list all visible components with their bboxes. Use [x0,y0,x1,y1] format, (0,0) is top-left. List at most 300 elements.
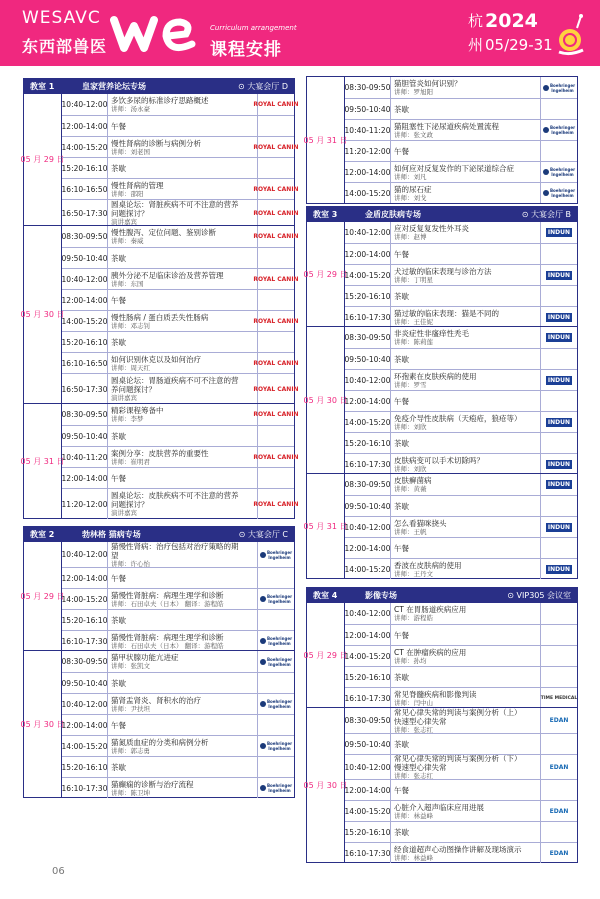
time-slot: 09:50-10:40 [345,496,391,516]
time-slot: 14:00-15:20 [62,736,108,756]
sponsor-logo [541,801,577,821]
boehringer-logo: Boehringer Ingelheim [266,783,293,793]
schedule-row [62,542,294,567]
sponsor-logo [253,200,299,226]
time-slot: 10:40-12:00 [62,694,108,714]
time-slot: 12:00-14:00 [62,715,108,735]
boehringer-logo: Boehringer Ingelheim [266,699,293,709]
session-speaker: 讲师：东国 [111,279,144,288]
sponsor-logo [541,370,577,390]
session-topic: 多饮多尿的标准诊疗思路概述 [111,96,209,105]
sponsor-logo [253,137,299,157]
schedule-row [345,98,577,119]
session-topic-cont: 慢速型心律失常 [394,763,447,772]
schedule-row [345,453,577,474]
session-topic: 猫氮质血症的分类和病例分析 [111,737,209,747]
time-slot: 10:40-11:20 [345,120,391,140]
session-topic: 猫慢性肾脏病：病理生理学和诊断 [111,590,224,600]
boehringer-logo: Boehringer Ingelheim [549,188,576,198]
session-topic: 猫慢性肾脏病：病理生理学和诊断 [111,632,224,642]
date-cell: 05 月 29 日 [24,94,62,225]
session-speaker: 讲师：郭志勇 [111,746,150,755]
day-block [303,77,577,203]
session-content [391,801,541,821]
royal-canin-logo: ROYAL CANIN [253,233,299,240]
date-cell: 05 月 30 日 [24,651,62,797]
session-topic-cont: 养问题探讨？ [111,385,156,394]
section-venue [239,529,288,540]
time-slot: 16:10-17:30 [62,631,108,651]
session-content [108,736,258,756]
session-speaker: 讲师：邓志钊 [111,321,150,330]
sponsor-logo [541,474,577,495]
session-speaker: 讲师：许心怡 [111,559,150,567]
session-content [391,265,541,285]
boehringer-icon [543,85,549,91]
time-slot: 08:30-09:50 [345,474,391,495]
sponsor-logo [541,77,577,98]
session-content [108,489,258,519]
section-header [307,207,577,221]
schedule-row [345,77,577,98]
schedule-row [345,243,577,264]
session-topic: 皮肤病变可以手术切除吗？ [394,455,484,465]
sponsor-logo [253,374,299,404]
time-slot: 09:50-10:40 [62,673,108,693]
sponsor-logo [258,651,294,672]
session-topic: 午餐 [394,396,409,406]
session-speaker: 讲师：崔明君 [111,457,150,466]
session-content [108,568,258,588]
time-slot: 12:00-14:00 [62,116,108,136]
session-speaker: 讲师：石田卓夫（日本） 翻译：游程皓 [111,599,224,608]
session-content [391,603,541,624]
session-content [391,307,541,327]
schedule-row [345,558,577,579]
section-title: 金盾皮肤病专场 [365,210,421,219]
session-topic: 猫肾盂肾炎、肾积水的治疗 [111,695,201,705]
session-topic: 慢性腹泻、定位问题、鉴别诊断 [111,228,216,237]
date-cell: 05 月 29 日 [24,542,62,650]
sponsor-logo [253,489,299,519]
time-slot: 14:00-15:20 [62,311,108,331]
time-slot: 12:00-14:00 [345,780,391,800]
sponsor-logo [541,454,577,474]
boehringer-logo: Boehringer Ingelheim [549,82,576,93]
session-topic: 免疫介导性皮肤病（天疱疮，狼疮等） [394,413,522,423]
indun-logo: INDUN [547,523,571,531]
schedule-row [62,247,294,268]
day-rows [345,77,577,203]
session-content [391,141,541,161]
time-slot: 15:20-16:10 [345,286,391,306]
schedule-row [345,779,577,800]
session-content [391,244,541,264]
royal-canin-logo: ROYAL CANIN [253,185,299,193]
schedule-row [61,178,299,199]
session-topic: 猫癫痫的诊断与治疗流程 [111,779,194,789]
session-topic: 胰外分泌不足临床诊治及营养管理 [111,270,224,280]
session-topic: 如何应对反复发作的下泌尿道综合症 [394,163,514,173]
session-speaker: 讲师：邵阳 [111,189,144,198]
schedule-row [345,800,577,821]
schedule-row [345,222,577,243]
time-slot: 10:40-11:20 [62,447,108,467]
event-dates: 05/29-31 [485,36,553,54]
time-slot: 10:40-12:00 [62,94,108,115]
schedule-row [62,756,294,777]
wesavc-logo: WESAVC [22,8,101,28]
session-content [391,412,541,432]
edan-logo: EDAN [549,849,569,857]
time-slot: 14:00-15:20 [62,137,108,157]
boehringer-icon [260,743,266,749]
header-banner [0,0,600,66]
time-slot: 10:40-12:00 [62,269,108,289]
session-speaker: 讲师：王帆 [394,527,427,536]
session-speaker: 讲师：陈卫坤 [111,788,150,797]
session-content [391,162,541,182]
session-topic: 茶歇 [394,827,409,837]
session-speaker: 演讲嘉宾 [111,218,137,226]
day-rows [61,226,299,404]
time-slot: 09:50-10:40 [345,734,391,754]
sponsor-logo [541,843,577,863]
schedule-row [345,842,577,863]
day-block [303,473,577,578]
sponsor-logo [541,307,577,327]
date-cell: 05 月 31 日 [307,474,345,578]
wesavc-logo-cn: 东西部兽医 [22,37,108,56]
day-rows [345,222,577,327]
time-slot: 11:20-12:00 [345,141,391,161]
day-block [20,93,299,226]
location-pin-icon: ⊙ [521,210,531,219]
time-slot: 12:00-14:00 [345,538,391,558]
schedule-row [345,182,577,203]
schedule-row [345,140,577,161]
session-content [108,631,258,651]
session-topic: 常见脊髓疾病和影像判读 [394,689,477,699]
session-content [391,780,541,800]
time-slot: 08:30-09:50 [345,327,391,348]
session-topic: 茶歇 [111,431,126,441]
day-block [303,602,578,707]
schedule-row [61,446,299,467]
sponsor-logo [541,755,577,779]
schedule-row [62,425,294,446]
edan-logo: EDAN [549,763,569,771]
session-topic: 应对反复复发性外耳炎 [394,224,469,233]
session-content [391,370,541,390]
subtitle-cn: 课程安排 [210,40,282,60]
session-content [391,559,541,579]
time-slot: 15:20-16:10 [345,667,391,687]
session-speaker: 讲师：李梦 [111,415,144,423]
indun-logo: INDUN [547,313,571,321]
schedule-row [61,404,299,425]
session-topic: 慢性肾病的诊断与病例分析 [111,138,201,148]
session-topic: 环孢素在皮肤疾病的使用 [394,371,477,381]
sponsor-logo [258,589,294,609]
schedule-row [345,474,577,495]
session-content [391,77,541,98]
location-pin-icon: ⊙ [238,82,248,91]
session-speaker: 讲师：周天红 [111,363,150,372]
schedule-section [303,206,578,579]
sponsor-logo [541,688,577,708]
session-content [391,667,541,687]
sponsor-logo [258,736,294,756]
sponsor-logo [541,327,577,348]
session-topic: 茶歇 [394,438,409,448]
session-topic: 午餐 [394,630,409,640]
session-topic: 午餐 [111,121,126,131]
time-slot: 14:00-15:20 [345,183,391,203]
day-block [303,221,577,326]
boehringer-icon [260,701,266,707]
schedule-row [345,516,577,537]
session-speaker: 讲师：王丹文 [394,569,433,578]
day-rows [61,404,299,519]
sponsor-logo [253,311,299,331]
session-topic: CT 在肿瘤疾病的应用 [394,647,467,657]
royal-canin-logo: ROYAL CANIN [253,500,299,508]
schedule-row [62,157,294,178]
snail-mascot-icon [555,12,585,56]
session-content [391,99,541,119]
session-topic: 茶歇 [111,253,126,263]
session-content [108,694,258,714]
schedule-row [345,624,577,645]
session-content [391,286,541,306]
boehringer-icon [260,638,266,644]
time-slot: 15:20-16:10 [62,757,108,777]
session-speaker: 讲师：林益峰 [394,853,433,862]
boehringer-logo: Boehringer Ingelheim [266,594,293,604]
sponsor-logo [258,542,294,567]
event-year: 2024 [485,10,538,32]
schedule-row [62,467,294,488]
day-block [303,707,577,862]
time-slot: 08:30-09:50 [62,226,108,247]
session-content [108,374,258,404]
time-slot: 08:30-09:50 [62,404,108,425]
schedule-row [345,264,577,285]
time-slot: 10:40-12:00 [62,542,108,567]
time-slot: 15:20-16:10 [62,610,108,630]
session-speaker: 讲师：林益峰 [394,811,433,820]
sponsor-logo [253,353,299,373]
sponsor-logo [253,269,299,289]
session-topic: 怎么看猫咪挠头 [394,518,447,528]
boehringer-icon [543,169,549,175]
royal-canin-logo: ROYAL CANIN [253,275,299,283]
session-topic: 精彩课程筹备中 [111,406,164,415]
sponsor-logo [258,778,294,798]
session-content [391,120,541,140]
day-rows [61,94,299,226]
time-slot: 08:30-09:50 [345,77,391,98]
sponsor-logo [541,222,577,243]
day-block [20,541,294,650]
session-content [391,822,541,842]
session-speaker: 讲师：刘老国 [111,147,150,156]
session-topic: 圆桌论坛：胃肠道疾病不可不注意的营 [111,376,239,385]
session-topic: 常见心律失常的判读与案例分析（下） [394,755,522,763]
session-topic: 茶歇 [111,337,126,347]
sponsor-logo [541,517,577,537]
session-topic: 午餐 [111,473,126,483]
schedule-row [61,136,299,157]
session-content [108,248,258,268]
session-speaker: 讲师：王佳妮 [394,317,433,326]
time-slot: 12:00-14:00 [345,162,391,182]
boehringer-icon [260,596,266,602]
date-cell: 05 月 30 日 [307,327,345,473]
royal-canin-logo: ROYAL CANIN [253,385,299,393]
session-content [108,94,258,115]
session-topic: 经食道超声心动图操作讲解及现场演示 [394,844,522,854]
session-content [108,158,258,178]
session-speaker: 讲师：赵博 [394,233,427,241]
boehringer-logo: Boehringer Ingelheim [549,125,576,135]
session-speaker: 讲师：汤永豪 [111,105,150,113]
schedule-row [345,285,577,306]
session-topic: 慢性肠病 / 蛋白质丢失性肠病 [111,312,209,322]
time-slot: 12:00-14:00 [62,568,108,588]
session-topic-cont: 快速型心律失常 [394,716,447,726]
schedule-row [345,348,577,369]
indun-logo: INDUN [547,481,571,488]
section-room: 教室 4 [313,591,338,600]
time-slot: 10:40-12:00 [345,517,391,537]
sponsor-logo [253,447,299,467]
session-content [108,116,258,136]
session-topic: 午餐 [111,720,126,730]
royal-canin-logo: ROYAL CANIN [253,101,299,108]
session-topic: CT 在胃肠道疾病应用 [394,605,467,614]
venue-label: 大宴会厅 C [247,530,288,539]
session-topic: 猫胆管炎如何识别？ [394,79,462,88]
session-topic: 午餐 [394,543,409,553]
edan-logo: EDAN [549,717,569,724]
boehringer-logo: Boehringer Ingelheim [266,741,293,751]
we-logo-icon [110,14,200,54]
page-number: 06 [52,866,65,877]
schedule-section [303,76,578,204]
time-slot: 10:40-12:00 [345,603,391,624]
schedule-row [61,488,299,519]
section-header [307,588,577,602]
session-content [391,646,541,666]
session-speaker: 讲师：陈莉莲 [394,338,433,346]
time-slot: 12:00-14:00 [62,468,108,488]
day-rows [345,474,577,579]
royal-canin-logo: ROYAL CANIN [253,317,299,325]
indun-logo: INDUN [547,376,571,384]
session-content [108,290,258,310]
session-speaker: 讲师：闫中山 [394,698,433,707]
section-title: 勃林格 猫病专场 [82,530,141,539]
schedule-row [345,161,577,182]
time-medical-logo: TIME MEDICAL [540,695,578,701]
schedule-row [345,821,577,842]
time-slot: 14:00-15:20 [62,589,108,609]
session-topic-cont: 望 [111,550,119,560]
time-slot: 16:10-16:50 [62,179,108,199]
time-slot: 16:10-16:50 [62,353,108,373]
subtitle-en: Curriculum arrangement [210,24,297,32]
session-topic: 茶歇 [394,104,409,114]
time-slot: 16:10-17:30 [345,843,391,863]
day-rows [345,708,577,863]
session-topic: 午餐 [394,146,409,156]
session-content [108,447,258,467]
sponsor-logo [541,120,577,140]
boehringer-icon [260,785,266,791]
session-speaker: 演讲嘉宾 [111,394,137,402]
session-speaker: 讲师：刘凡 [394,172,427,181]
boehringer-logo: Boehringer Ingelheim [266,656,293,667]
time-slot: 14:00-15:20 [345,559,391,579]
session-topic: 猫过敏的临床表现：猫是不同的 [394,308,499,318]
sponsor-logo [541,162,577,182]
session-speaker: 演讲嘉宾 [111,509,137,517]
session-topic: 茶歇 [111,615,126,625]
session-content [108,589,258,609]
boehringer-logo: Boehringer Ingelheim [549,167,576,177]
session-content [108,269,258,289]
session-content [391,496,541,516]
session-topic: 午餐 [111,295,126,305]
session-speaker: 讲师：张志红 [394,725,433,733]
section-header [24,527,294,541]
time-slot: 12:00-14:00 [62,290,108,310]
session-topic: 香波在皮肤病的使用 [394,560,462,570]
sponsor-logo [258,694,294,714]
session-content [391,183,541,203]
schedule-row [62,588,294,609]
schedule-row [61,373,299,404]
time-slot: 16:10-17:30 [345,307,391,327]
schedule-row [62,289,294,310]
schedule-row [345,369,577,390]
session-topic: 圆桌论坛：肾脏疾病不可不注意的营养 [111,200,239,209]
schedule-row [62,567,294,588]
session-content [391,708,541,733]
time-slot: 15:20-16:10 [345,433,391,453]
session-content [108,353,258,373]
sponsor-logo [253,404,299,425]
session-content [108,311,258,331]
date-cell: 05 月 30 日 [24,226,62,403]
time-slot: 14:00-15:20 [345,801,391,821]
location-pin-icon: ⊙ [507,591,517,600]
session-content [108,651,258,672]
venue-label: 大宴会厅 D [247,82,288,91]
session-content [108,778,258,798]
day-block [20,225,299,403]
schedule-row [62,672,294,693]
time-slot: 09:50-10:40 [345,99,391,119]
session-speaker: 讲师：张凯文 [111,662,150,670]
session-content [108,468,258,488]
session-content [108,137,258,157]
schedule-row [345,603,577,624]
schedule-row [61,352,299,373]
schedule-row [345,390,577,411]
